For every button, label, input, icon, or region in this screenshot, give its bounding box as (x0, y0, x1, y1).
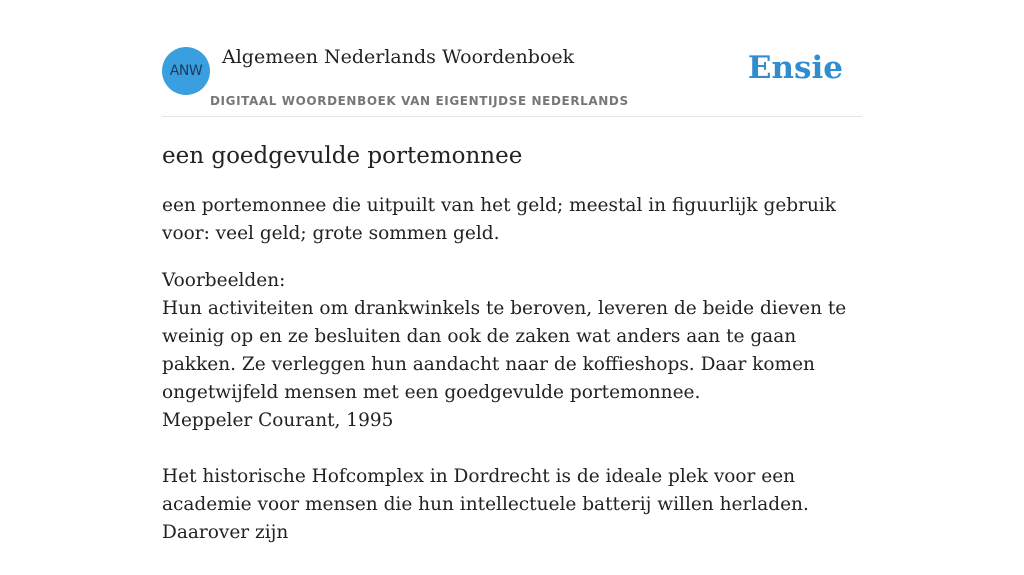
site-header (162, 0, 862, 117)
site-title[interactable]: Algemeen Nederlands Woordenboek (222, 46, 575, 68)
example-source: Meppeler Courant, 1995 (162, 410, 394, 431)
ensie-logo[interactable]: Ensie (747, 50, 843, 86)
entry-term: een goedgevulde portemonnee (162, 143, 523, 169)
entry-definition: een portemonnee die uitpuilt van het geld; meestal in figuurlijk gebruik voor: veel geld; grote sommen geld. (162, 195, 837, 244)
examples-label: Voorbeelden: (162, 270, 286, 291)
anw-logo[interactable]: ANW (162, 47, 210, 95)
content-container (162, 0, 862, 575)
example-text: Hun activiteiten om drankwinkels te beroven, leveren de beide dieven te weinig op en ze besluiten dan ook de zaken wat anders aan te gaan pakken. Ze verleggen hun aandacht naar de koffieshops. Daar komen ongetwijfeld mensen met een goedgevulde portemonnee. (162, 298, 847, 403)
site-subtitle: DIGITAAL WOORDENBOEK VAN EIGENTIJDSE NEDERLANDS (210, 94, 629, 108)
example-item (162, 295, 862, 435)
example-text: Het historische Hofcomplex in Dordrecht is de ideale plek voor een academie voor mensen die hun intellectuele batterij willen herladen. Daarover zijn (162, 466, 809, 543)
entry-content (162, 142, 862, 547)
example-item (162, 463, 862, 547)
examples-section (162, 267, 862, 547)
